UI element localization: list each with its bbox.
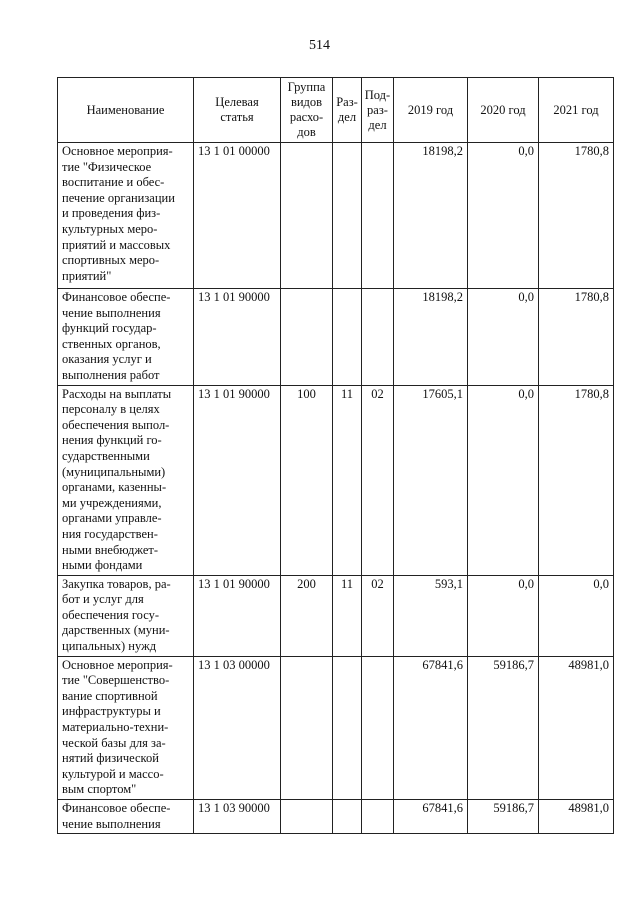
table-row bbox=[58, 143, 614, 289]
row-group: 100 bbox=[281, 385, 333, 575]
header-2019: 2019 год bbox=[394, 78, 468, 143]
row-2019: 18198,2 bbox=[394, 289, 468, 386]
row-section bbox=[333, 800, 362, 834]
header-row bbox=[58, 78, 614, 143]
row-2019: 18198,2 bbox=[394, 143, 468, 289]
row-section: 11 bbox=[333, 385, 362, 575]
row-name: Финансовое обеспе- чение выполнения функций государ- ственных органов, оказания услуг и выполнения работ bbox=[58, 289, 194, 386]
budget-table bbox=[57, 77, 614, 834]
row-2021: 1780,8 bbox=[539, 385, 614, 575]
row-subsection: 02 bbox=[362, 575, 394, 656]
header-2021: 2021 год bbox=[539, 78, 614, 143]
table-row bbox=[58, 289, 614, 386]
header-group: Группа видов расхо- дов bbox=[281, 78, 333, 143]
table-row bbox=[58, 575, 614, 656]
row-name: Основное мероприя- тие "Совершенство- вание спортивной инфраструктуры и материально-техни- ческой базы для за- нятий физической культурой и массо- вым спортом" bbox=[58, 656, 194, 799]
row-group bbox=[281, 800, 333, 834]
row-target: 13 1 01 90000 bbox=[194, 289, 281, 386]
row-2020: 0,0 bbox=[468, 289, 539, 386]
header-2020: 2020 год bbox=[468, 78, 539, 143]
row-name: Закупка товаров, ра- бот и услуг для обеспечения госу- дарственных (муни- ципальных) нужд bbox=[58, 575, 194, 656]
page-number: 514 bbox=[309, 38, 330, 53]
row-2021: 1780,8 bbox=[539, 289, 614, 386]
row-section: 11 bbox=[333, 575, 362, 656]
row-2019: 67841,6 bbox=[394, 656, 468, 799]
table-row bbox=[58, 800, 614, 834]
row-section bbox=[333, 143, 362, 289]
row-2021: 48981,0 bbox=[539, 800, 614, 834]
table-row bbox=[58, 385, 614, 575]
row-2021: 1780,8 bbox=[539, 143, 614, 289]
row-2020: 0,0 bbox=[468, 385, 539, 575]
row-section bbox=[333, 656, 362, 799]
row-target: 13 1 01 90000 bbox=[194, 575, 281, 656]
header-section: Раз- дел bbox=[333, 78, 362, 143]
header-target: Целевая статья bbox=[194, 78, 281, 143]
row-2019: 593,1 bbox=[394, 575, 468, 656]
row-subsection bbox=[362, 800, 394, 834]
row-group: 200 bbox=[281, 575, 333, 656]
row-target: 13 1 03 90000 bbox=[194, 800, 281, 834]
row-group bbox=[281, 143, 333, 289]
row-name: Финансовое обеспе- чение выполнения bbox=[58, 800, 194, 834]
row-subsection bbox=[362, 289, 394, 386]
row-2020: 59186,7 bbox=[468, 800, 539, 834]
header-name: Наименование bbox=[58, 78, 194, 143]
header-subsection: Под- раз- дел bbox=[362, 78, 394, 143]
row-2019: 67841,6 bbox=[394, 800, 468, 834]
row-target: 13 1 01 00000 bbox=[194, 143, 281, 289]
row-subsection: 02 bbox=[362, 385, 394, 575]
row-group bbox=[281, 656, 333, 799]
row-2020: 59186,7 bbox=[468, 656, 539, 799]
row-2021: 48981,0 bbox=[539, 656, 614, 799]
row-subsection bbox=[362, 656, 394, 799]
row-2020: 0,0 bbox=[468, 575, 539, 656]
row-group bbox=[281, 289, 333, 386]
row-name: Основное мероприя- тие "Физическое воспитание и обес- печение организации и проведения физ- культурных меро- приятий и массовых спортивных меро- приятий" bbox=[58, 143, 194, 289]
row-subsection bbox=[362, 143, 394, 289]
row-name: Расходы на выплаты персоналу в целях обеспечения выпол- нения функций го- сударственными (муниципальными) органами, казенны- ми учреждениями, органами управле- ния государствен- ными внебюджет- ными фондами bbox=[58, 385, 194, 575]
row-target: 13 1 03 00000 bbox=[194, 656, 281, 799]
row-target: 13 1 01 90000 bbox=[194, 385, 281, 575]
row-2020: 0,0 bbox=[468, 143, 539, 289]
row-section bbox=[333, 289, 362, 386]
row-2019: 17605,1 bbox=[394, 385, 468, 575]
row-2021: 0,0 bbox=[539, 575, 614, 656]
table-row bbox=[58, 656, 614, 799]
